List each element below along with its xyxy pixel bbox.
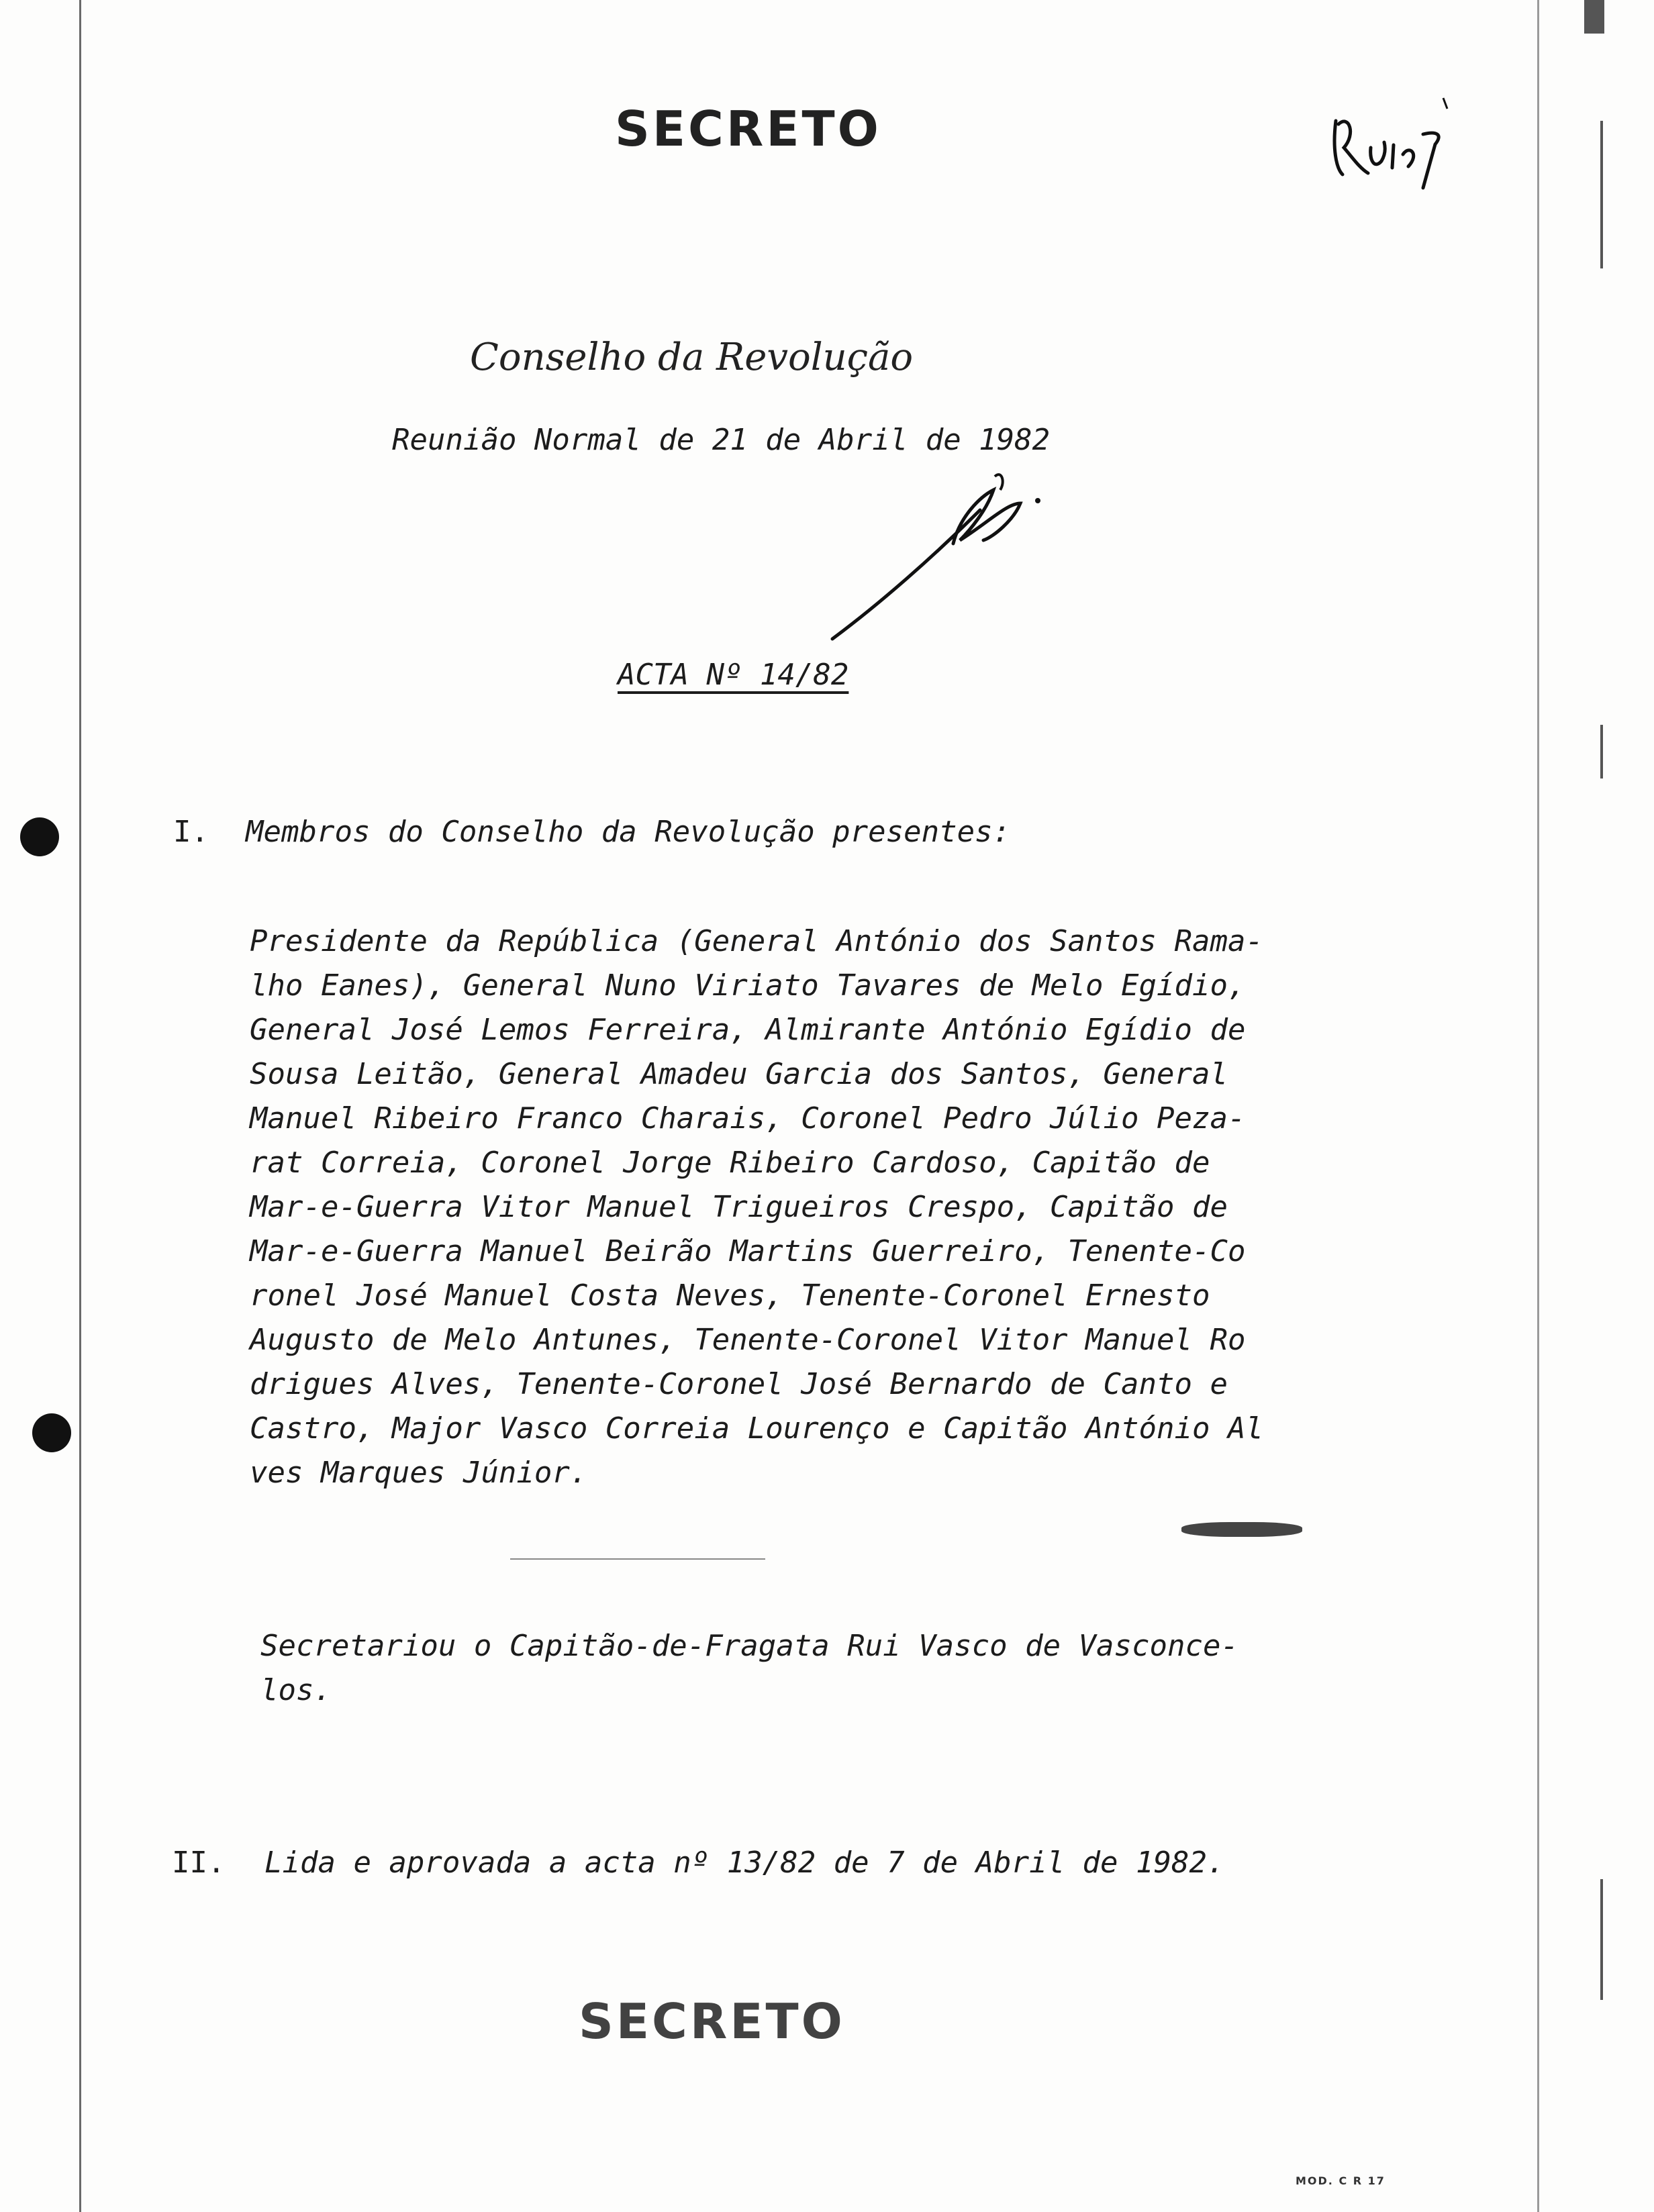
ink-smudge (1181, 1522, 1302, 1537)
page-left-edge (79, 0, 81, 2212)
section-1-title: Membros do Conselho da Revolução presentes: (246, 815, 1011, 849)
section-1-number: I. (173, 815, 209, 849)
members-line: ronel José Manuel Costa Neves, Tenente-Coronel Ernesto (250, 1278, 1210, 1313)
section-2-text: Lida e aprovada a acta nº 13/82 de 7 de Abril de 1982. (264, 1846, 1225, 1880)
members-line: Presidente da República (General António dos Santos Rama- (250, 924, 1263, 958)
members-paragraph (250, 919, 1337, 1495)
page-corner-mark (1584, 0, 1604, 34)
punch-hole-bottom (32, 1413, 71, 1452)
secretary-line: Secretariou o Capitão-de-Fragata Rui Vasco de Vasconce- (260, 1629, 1238, 1663)
members-line: rat Correia, Coronel Jorge Ribeiro Cardoso, Capitão de (250, 1146, 1210, 1180)
council-title: Conselho da Revolução (470, 336, 914, 379)
form-code: MOD. C R 17 (1296, 2174, 1385, 2187)
members-line: ves Marques Júnior. (250, 1456, 588, 1490)
separator-line (510, 1558, 765, 1560)
punch-hole-top (20, 817, 59, 856)
members-line: Manuel Ribeiro Franco Charais, Coronel Pedro Júlio Peza- (250, 1101, 1246, 1136)
classification-stamp-top: SECRETO (615, 101, 881, 157)
signature-mark (826, 463, 1081, 651)
members-line: Mar-e-Guerra Manuel Beirão Martins Guerreiro, Tenente-Co (250, 1234, 1246, 1268)
page-right-edge (1537, 0, 1539, 2212)
edge-mark (1600, 1879, 1603, 2000)
members-line: Castro, Major Vasco Correia Lourenço e Capitão António Al (250, 1411, 1263, 1446)
handwritten-initials (1329, 94, 1450, 195)
classification-stamp-bottom: SECRETO (579, 1993, 845, 2050)
edge-mark (1600, 121, 1603, 268)
edge-mark (1600, 725, 1603, 778)
secretary-paragraph (260, 1624, 1238, 1713)
members-line: drigues Alves, Tenente-Coronel José Bernardo de Canto e (250, 1367, 1228, 1401)
members-line: lho Eanes), General Nuno Viriato Tavares de Melo Egídio, (250, 968, 1246, 1003)
members-line: Mar-e-Guerra Vitor Manuel Trigueiros Crespo, Capitão de (250, 1190, 1228, 1224)
members-line: Sousa Leitão, General Amadeu Garcia dos Santos, General (250, 1057, 1228, 1091)
section-2-number: II. (172, 1846, 226, 1880)
acta-number: ACTA Nº 14/82 (618, 658, 849, 692)
meeting-date-line: Reunião Normal de 21 de Abril de 1982 (392, 423, 1051, 457)
members-line: General José Lemos Ferreira, Almirante António Egídio de (250, 1013, 1246, 1047)
members-line: Augusto de Melo Antunes, Tenente-Coronel Vitor Manuel Ro (250, 1323, 1246, 1357)
secretary-line: los. (260, 1673, 332, 1707)
